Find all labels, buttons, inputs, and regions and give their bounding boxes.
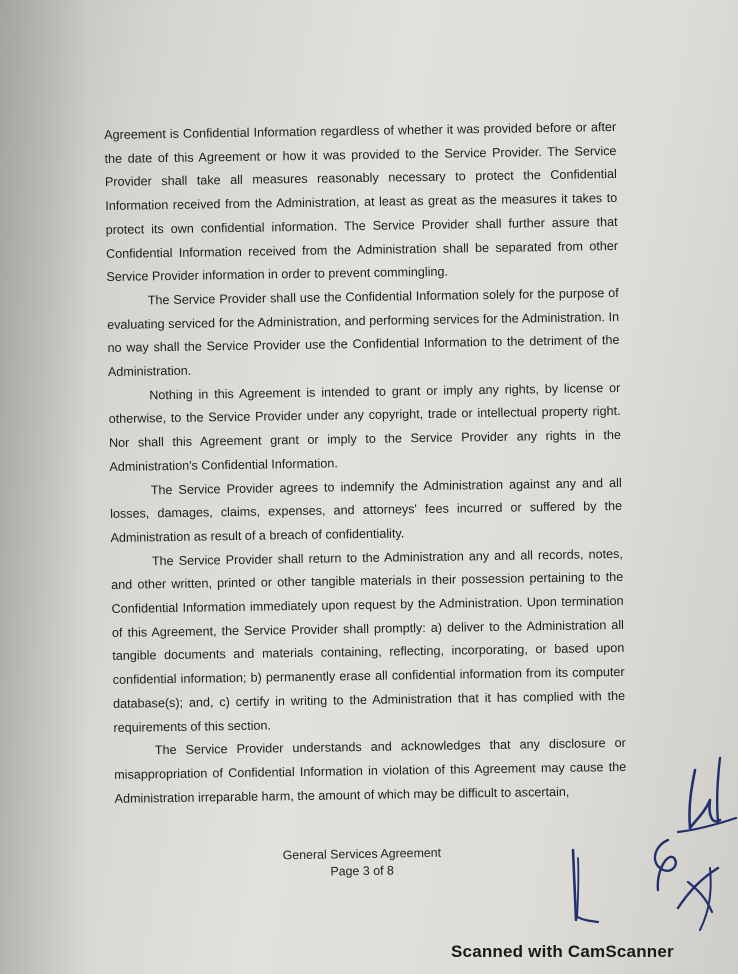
page-shadow [0,0,90,974]
page-footer [262,844,463,881]
paragraph-6: The Service Provider understands and acknowledges that any disclosure or misappropriation of Confidential Information in violation of this Agreement may cause the Administration irreparable harm, the amount of which may be difficult to ascertain, [114,736,627,806]
paragraph-2: The Service Provider shall use the Confidential Information solely for the purpose of evaluating serviced for the Administration, and performing services for the Administration. In no way shall the Service Provider use the Confidential Information to the detriment of the Administration. [107,285,620,379]
paragraph-4: The Service Provider agrees to indemnify the Administration against any and all losses, damages, claims, expenses, and attorneys' fees incurred or suffered by the Administration as result of a breach of confidentiality. [110,475,623,545]
footer-page-number: Page 3 of 8 [330,863,394,879]
paragraph-3: Nothing in this Agreement is intended to grant or imply any rights, by license or otherwise, to the Service Provider under any copyright, trade or intellectual property right. Nor shall this Agreement grant or imply to the Service Provider any rights in the Administration's Confidential Information. [108,380,622,474]
document-body [104,116,627,811]
paragraph-5: The Service Provider shall return to the Administration any and all records, notes, and other written, printed or other tangible materials in their possession pertaining to the Confidential Information immediately upon request by the Administration. Upon termination of this Agreement, the Service Provider shall promptly: a) deliver to the Administration all tangible documents and materials containing, reflecting, incorporating, or based upon confidential information; b) permanently erase all confidential information from its computer database(s); and, c) certify in writing to the Administration that it has complied with the requirements of this section. [111,546,626,735]
paragraph-1: Agreement is Confidential Information regardless of whether it was provided before or after the date of this Agreement or how it was provided to the Service Provider. The Service Provider shall take all measures reasonably necessary to protect the Confidential Information received from the Administration, at least as great as the measures it takes to protect its own confidential information. The Service Provider shall further assure that Confidential Information received from the Administration shall be separated from other Service Provider information in order to prevent commingling. [104,119,619,285]
camscanner-watermark: Scanned with CamScanner [451,942,674,961]
footer-title: General Services Agreement [282,845,442,863]
